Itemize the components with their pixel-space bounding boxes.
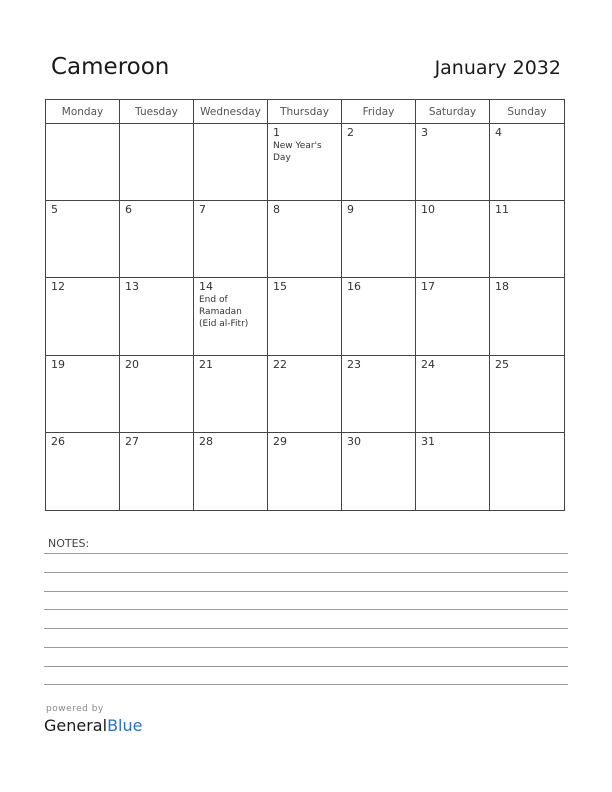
- day-number: 31: [421, 434, 435, 448]
- day-number: 18: [495, 280, 509, 294]
- notes-line[interactable]: [44, 572, 568, 573]
- brand-blue: Blue: [107, 716, 143, 735]
- day-number: 30: [347, 434, 361, 448]
- day-cell[interactable]: [268, 278, 342, 355]
- day-number: 25: [495, 357, 509, 371]
- day-number: 9: [347, 203, 354, 217]
- day-cell[interactable]: [268, 124, 342, 201]
- weekday-header: Friday: [342, 100, 416, 124]
- calendar-grid: [45, 99, 565, 511]
- day-cell[interactable]: [416, 124, 490, 201]
- generalblue-logo[interactable]: [44, 716, 142, 735]
- day-number: 19: [51, 357, 65, 371]
- brand-general: General: [44, 716, 108, 735]
- day-number: 2: [347, 126, 354, 139]
- day-cell[interactable]: [120, 201, 194, 278]
- holiday-label: New Year's Day: [273, 141, 322, 163]
- day-cell[interactable]: [342, 201, 416, 278]
- weekday-header: Monday: [46, 100, 120, 124]
- day-number: 5: [51, 203, 58, 217]
- notes-line[interactable]: [44, 609, 568, 610]
- day-cell[interactable]: [342, 433, 416, 510]
- day-cell[interactable]: [490, 124, 564, 201]
- day-cell[interactable]: [268, 356, 342, 433]
- day-number: 29: [273, 434, 287, 448]
- day-number: 21: [199, 357, 213, 371]
- day-cell[interactable]: [194, 124, 268, 201]
- notes-line[interactable]: [44, 684, 568, 685]
- day-number: 7: [199, 203, 206, 217]
- day-cell[interactable]: [194, 278, 268, 355]
- day-cell[interactable]: [46, 356, 120, 433]
- day-cell[interactable]: [194, 356, 268, 433]
- day-cell[interactable]: [490, 433, 564, 510]
- day-cell[interactable]: [416, 433, 490, 510]
- day-number: 14: [199, 280, 213, 294]
- day-cell[interactable]: [120, 278, 194, 355]
- day-number: 22: [273, 357, 287, 371]
- notes-line[interactable]: [44, 628, 568, 629]
- notes-line[interactable]: [44, 591, 568, 592]
- day-number: 28: [199, 434, 213, 448]
- day-number: 24: [421, 357, 435, 371]
- day-cell[interactable]: [416, 278, 490, 355]
- day-cell[interactable]: [120, 356, 194, 433]
- day-cell[interactable]: [268, 433, 342, 510]
- notes-line[interactable]: [44, 553, 568, 554]
- day-cell[interactable]: [46, 278, 120, 355]
- day-number: 8: [273, 203, 280, 217]
- day-cell[interactable]: [342, 124, 416, 201]
- day-number: 23: [347, 357, 361, 371]
- day-number: 27: [125, 434, 139, 448]
- day-number: 3: [421, 126, 428, 139]
- country-title: Cameroon: [51, 54, 170, 80]
- day-number: 1: [273, 126, 280, 139]
- weekday-header: Sunday: [490, 100, 564, 124]
- day-number: 10: [421, 203, 435, 217]
- day-cell[interactable]: [490, 201, 564, 278]
- day-number: 15: [273, 280, 287, 294]
- day-cell[interactable]: [490, 356, 564, 433]
- day-cell[interactable]: [46, 433, 120, 510]
- day-number: 11: [495, 203, 509, 217]
- notes-line[interactable]: [44, 666, 568, 667]
- day-number: 12: [51, 280, 65, 294]
- month-title: January 2032: [434, 57, 561, 79]
- day-cell[interactable]: [46, 124, 120, 201]
- day-number: 17: [421, 280, 435, 294]
- weekday-header: Saturday: [416, 100, 490, 124]
- day-cell[interactable]: [268, 201, 342, 278]
- day-cell[interactable]: [194, 433, 268, 510]
- day-cell[interactable]: [416, 356, 490, 433]
- day-cell[interactable]: [120, 433, 194, 510]
- day-number: 20: [125, 357, 139, 371]
- holiday-label: End of Ramadan (Eid al-Fitr): [199, 295, 249, 330]
- weekday-header: Wednesday: [194, 100, 268, 124]
- notes-line[interactable]: [44, 647, 568, 648]
- day-number: 26: [51, 434, 65, 448]
- weekday-header: Tuesday: [120, 100, 194, 124]
- powered-by-text: powered by: [46, 704, 104, 714]
- day-cell[interactable]: [416, 201, 490, 278]
- day-number: 13: [125, 280, 139, 294]
- notes-label: NOTES:: [48, 537, 90, 550]
- day-cell[interactable]: [194, 201, 268, 278]
- day-number: 4: [495, 126, 502, 139]
- day-cell[interactable]: [490, 278, 564, 355]
- day-number: 6: [125, 203, 132, 217]
- weekday-header: Thursday: [268, 100, 342, 124]
- day-cell[interactable]: [120, 124, 194, 201]
- day-cell[interactable]: [342, 278, 416, 355]
- day-cell[interactable]: [46, 201, 120, 278]
- day-number: 16: [347, 280, 361, 294]
- day-cell[interactable]: [342, 356, 416, 433]
